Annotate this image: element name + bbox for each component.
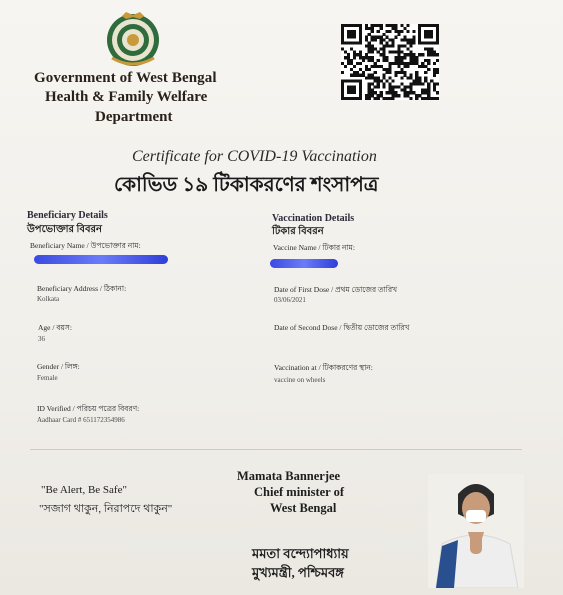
- vaccination-heading-bengali: টিকার বিবরন: [272, 226, 324, 237]
- redaction-mark: [34, 255, 168, 264]
- department-line-3: Department: [95, 109, 173, 125]
- beneficiary-address-label: Beneficiary Address / ঠিকানা:: [37, 284, 127, 293]
- chief-minister-title-2: West Bengal: [270, 501, 337, 515]
- age-value: 36: [38, 335, 45, 343]
- redaction-mark: [270, 259, 338, 268]
- department-line-1: Government of West Bengal: [34, 70, 217, 86]
- department-line-2: Health & Family Welfare: [45, 89, 208, 105]
- certificate-title-bengali: কোভিড ১৯ টিকাকরণের শংসাপত্র: [114, 174, 379, 196]
- beneficiary-address-value: Kolkata: [37, 295, 60, 303]
- first-dose-label: Date of First Dose / প্রথম ডোজের তারিখ: [274, 285, 397, 294]
- west-bengal-seal-icon: [104, 10, 162, 68]
- id-verified-value: Aadhaar Card # 651172354986: [37, 416, 125, 424]
- beneficiary-heading: Beneficiary Details: [27, 210, 108, 221]
- vaccination-at-label: Vaccination at / টিকাকরণের স্থান:: [274, 363, 373, 372]
- slogan-bengali: "সজাগ থাকুন, নিরাপদে থাকুন": [39, 503, 173, 515]
- beneficiary-heading-bengali: উপভোক্তার বিবরন: [27, 224, 103, 235]
- vaccine-name-label: Vaccine Name / টিকার নাম:: [273, 243, 355, 252]
- chief-minister-title-1: Chief minister of: [254, 485, 345, 499]
- qr-code: [341, 24, 439, 100]
- section-divider: [30, 449, 522, 450]
- gender-value: Female: [37, 374, 58, 382]
- id-verified-label: ID Verified / পরিচয় পত্রের বিবরণ:: [37, 404, 140, 413]
- chief-minister-title-bengali: মুখ্যমন্ত্রী, পশ্চিমবঙ্গ: [252, 565, 344, 580]
- vaccination-heading: Vaccination Details: [272, 213, 355, 224]
- age-label: Age / বয়স:: [38, 323, 72, 332]
- vaccination-at-value: vaccine on wheels: [274, 376, 326, 384]
- gender-label: Gender / লিঙ্গ:: [37, 362, 80, 371]
- first-dose-value: 03/06/2021: [274, 296, 306, 304]
- chief-minister-photo: [428, 474, 524, 588]
- chief-minister-name: Mamata Bannerjee: [237, 469, 341, 483]
- certificate-title-english: Certificate for COVID-19 Vaccination: [132, 148, 377, 165]
- slogan-english: "Be Alert, Be Safe": [41, 484, 127, 496]
- beneficiary-name-label: Beneficiary Name / উপভোক্তার নাম:: [30, 241, 141, 250]
- second-dose-label: Date of Second Dose / দ্বিতীয় ডোজের তারিখ: [274, 323, 410, 332]
- chief-minister-name-bengali: মমতা বন্দ্যোপাধ্যায়: [252, 546, 349, 561]
